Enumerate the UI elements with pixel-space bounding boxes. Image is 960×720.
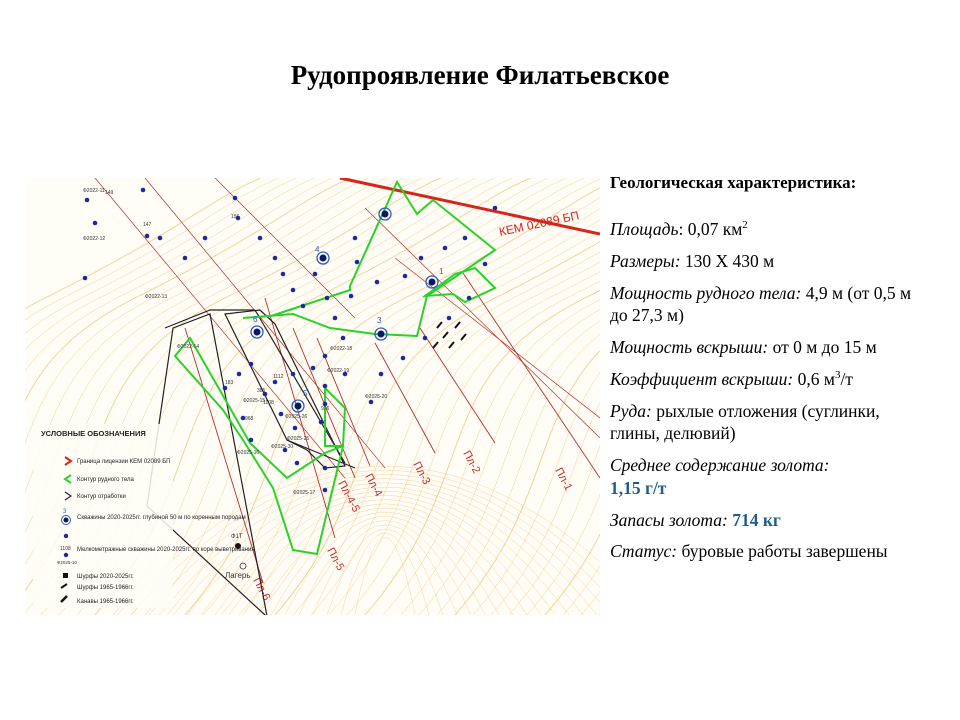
point-label: Ф2025-30: [271, 444, 294, 450]
size-key: Размеры:: [610, 250, 681, 271]
point-label: Ф2025-25: [287, 436, 310, 442]
point-label: Ф2022-13: [145, 294, 168, 300]
well-point: [443, 246, 448, 251]
profile-label: Пл-3: [410, 459, 433, 487]
contour-line: [285, 517, 485, 616]
reserves-row: [610, 509, 925, 532]
well-point: [355, 260, 360, 265]
point-label: 385: [257, 388, 266, 394]
legend-item: Шурфы 2020-2025гг.: [77, 574, 134, 580]
overburden-value: от 0 м до 15 м: [772, 337, 877, 358]
well-point: [291, 372, 296, 377]
contour-line: [473, 178, 600, 615]
legend-item: Контур отработки: [77, 494, 126, 500]
ore-key: Руда:: [610, 400, 652, 421]
contour-line: [201, 491, 569, 615]
point-label: Ф2022-11: [83, 188, 105, 194]
thickness-value: 4,9 м (от 0,5 м до 27,3 м): [610, 282, 912, 326]
legend-item: Скважины 2020-2025гг. глубиной 50 м по коренным породам: [77, 515, 246, 521]
contour-line: [599, 178, 600, 615]
well-point: [279, 412, 284, 417]
well-point: [419, 256, 424, 261]
legend-title: УСЛОВНЫЕ ОБОЗНАЧЕНИЯ: [41, 429, 146, 438]
grade-key: Среднее содержание золота:: [610, 455, 830, 476]
point-label: Ф2025-20: [365, 394, 388, 400]
geological-map: [25, 178, 600, 615]
size-row: [610, 250, 925, 273]
well-point: [323, 354, 328, 359]
contour-line: [563, 178, 600, 615]
camp-point-label: Ф1Т: [231, 534, 243, 540]
contour-line: [271, 512, 499, 615]
profile-label: Пл-5: [324, 545, 347, 573]
point-label: Ф2025-26: [285, 414, 308, 420]
well-point: [353, 236, 358, 241]
legend-sample: Ф2025-10: [57, 560, 77, 565]
well-point: [145, 234, 150, 239]
contour-line: [509, 178, 600, 615]
thickness-row: [610, 282, 925, 328]
status-key: Статус:: [610, 541, 678, 562]
point-label: Ф2022-14: [177, 344, 200, 350]
point-label: Ф2022-19: [327, 368, 350, 374]
well-point: [423, 336, 428, 341]
map-legend: [33, 424, 255, 608]
map-canvas: [25, 178, 600, 615]
contour-line: [293, 178, 600, 615]
overburden-key: Мощность вскрыши:: [610, 337, 769, 358]
point-label: 976: [321, 406, 330, 412]
camp: [225, 534, 251, 580]
well-point: [323, 384, 328, 389]
well-point: [403, 274, 408, 279]
well-point: [301, 304, 306, 309]
point-label: Ф2025-15: [243, 398, 266, 404]
well-point: [401, 356, 406, 361]
legend-item: Канавы 1965-1966гг.: [77, 599, 134, 605]
profile-label: Пл-6: [250, 575, 273, 603]
well-point: [323, 488, 328, 493]
well-point: [273, 380, 278, 385]
thickness-key: Мощность рудного тела:: [610, 282, 802, 303]
contour-line: [311, 178, 600, 615]
well-point: [295, 461, 300, 466]
well-point: [463, 236, 468, 241]
area-sup: 2: [742, 219, 748, 232]
contour-line: [257, 508, 513, 615]
profile-label: Пл-4: [362, 471, 385, 499]
well-point: [323, 466, 328, 471]
ratio-sup: 3: [834, 369, 841, 382]
trench-mark: [437, 322, 442, 328]
ratio-value: 0,6 м: [797, 368, 835, 389]
size-value: 130 Х 430 м: [684, 250, 775, 271]
trench-mark: [443, 332, 448, 338]
profile-label: Пл-2: [460, 448, 483, 476]
area-row: [610, 218, 925, 241]
profile-label: Пл-4-5: [335, 478, 362, 515]
overburden-row: [610, 336, 925, 359]
well-point: [319, 420, 324, 425]
well-point: [158, 236, 163, 241]
legend-item: Граница лицензии КЕМ 02089 БП: [77, 459, 171, 465]
trench-mark: [455, 322, 460, 328]
profile-label: Пл-1: [552, 465, 575, 493]
ore-value: рыхлые отложения (суглинки, глины, делювий): [610, 400, 880, 444]
well-number: 5: [303, 389, 308, 398]
ratio-key: Коэффициент вскрыши:: [610, 368, 794, 389]
well-point: [223, 386, 228, 391]
ratio-row: [610, 368, 925, 391]
survey-line: [145, 178, 388, 468]
contour-line: [355, 538, 415, 616]
contour-line: [341, 533, 429, 615]
info-heading: Геологическая характеристика:: [610, 173, 857, 192]
well-point: [379, 372, 384, 377]
well-point: [183, 256, 188, 261]
contour-line: [229, 500, 541, 615]
well-point: [313, 272, 318, 277]
legend-item: Мелкометражные скважины 2020-2025гг. по коре выветривания: [77, 547, 255, 553]
well-number: 4: [315, 245, 320, 254]
legend-sample: 3: [63, 509, 67, 515]
point-label: 149: [105, 190, 114, 196]
reserves-value: 714 кг: [732, 509, 781, 530]
contour-line: [131, 470, 600, 615]
well-point: [369, 400, 374, 405]
point-label: Ф2025-16: [237, 450, 260, 456]
well-point: [281, 272, 286, 277]
well-point: [293, 426, 298, 431]
point-label: 147: [143, 222, 152, 228]
well-point: [249, 362, 254, 367]
well-point: [483, 262, 488, 267]
grade-value: 1,15 г/т: [610, 477, 667, 498]
contour-line: [299, 521, 471, 615]
trench-mark: [433, 342, 438, 348]
point-label: Ф2022-18: [330, 346, 353, 352]
well-point: [85, 198, 90, 203]
well-point: [93, 221, 98, 226]
legend-item: Шурфы 1965-1966гг.: [77, 585, 134, 591]
deep-wells: [251, 208, 444, 412]
well-point: [258, 236, 263, 241]
well-number: 6: [253, 315, 258, 324]
well-point: [203, 236, 208, 241]
well-point: [447, 316, 452, 321]
contour-line: [401, 178, 600, 615]
contour-line: [275, 178, 600, 615]
point-label: Ф2025-17: [293, 490, 316, 496]
point-label: 156: [231, 214, 240, 220]
legend-sample: 1108: [60, 546, 71, 552]
ore-row: [610, 400, 925, 446]
status-row: [610, 540, 925, 563]
license-label: КЕМ 02089 БП: [497, 208, 581, 239]
well-point: [333, 316, 338, 321]
point-label: 1108: [263, 400, 274, 406]
camp-label: Лагерь: [225, 571, 251, 580]
point-label: 1112: [273, 374, 284, 380]
point-label: 968: [245, 416, 254, 422]
contour-line: [221, 178, 600, 615]
well-point: [349, 294, 354, 299]
well-point: [311, 366, 316, 371]
well-number: 1: [439, 267, 444, 276]
survey-line: [365, 208, 600, 438]
ratio-unit: /т: [840, 368, 853, 389]
well-point: [141, 188, 146, 193]
contour-line: [365, 178, 600, 615]
geology-info-panel: [610, 172, 925, 572]
contour-line: [437, 178, 600, 615]
well-point: [341, 336, 346, 341]
trench-mark: [461, 334, 466, 340]
well-point: [273, 256, 278, 261]
page-title: Рудопроявление Филатьевское: [290, 60, 670, 90]
well-point: [493, 206, 498, 211]
well-number: 3: [377, 316, 382, 325]
well-point: [467, 296, 472, 301]
area-value: : 0,07 км: [678, 219, 743, 240]
legend-item: Контур рудного тела: [77, 477, 134, 483]
status-value: буровые работы завершены: [681, 541, 888, 562]
point-label: Ф2022-12: [83, 236, 106, 242]
well-point: [233, 196, 238, 201]
well-point: [291, 288, 296, 293]
well-point: [375, 280, 380, 285]
trench-mark: [449, 342, 454, 348]
well-point: [325, 296, 330, 301]
well-point: [237, 372, 242, 377]
point-label: 183: [225, 380, 234, 386]
grade-row: [610, 454, 925, 500]
well-point: [249, 438, 254, 443]
reserves-key: Запасы золота:: [610, 509, 728, 530]
area-key: Площадь: [610, 219, 679, 240]
well-point: [83, 276, 88, 281]
